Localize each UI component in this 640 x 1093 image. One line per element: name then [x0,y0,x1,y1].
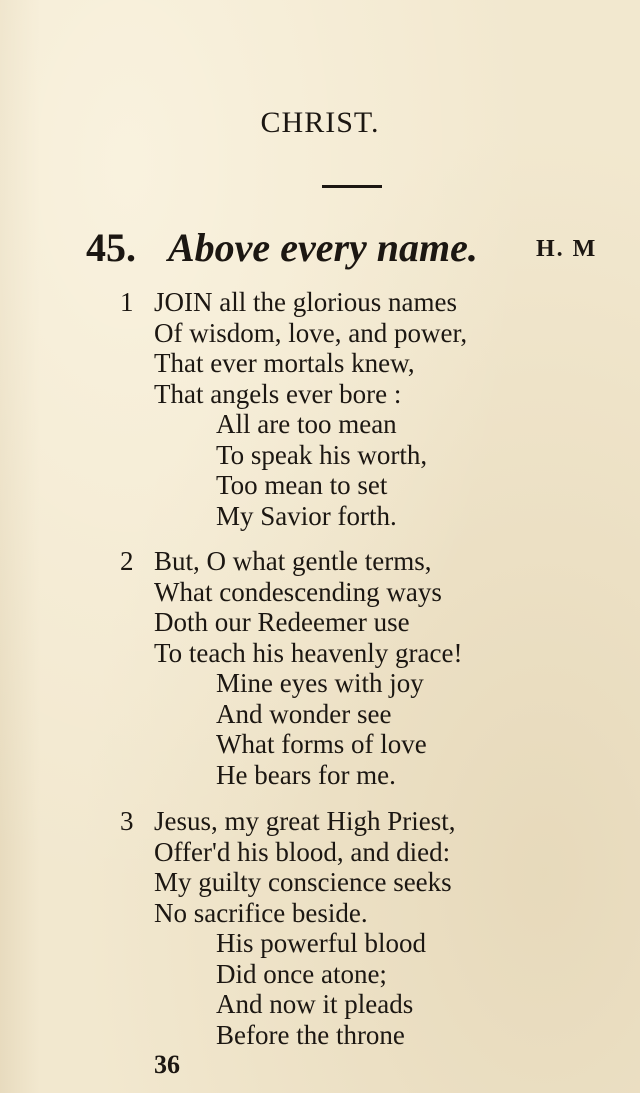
verse-line: My Savior forth. [216,500,397,531]
stanza-number: 1 [120,287,134,317]
verse-line: His powerful blood [216,928,426,958]
verse-line: No sacrifice beside. [154,897,368,928]
verse-line: Of wisdom, love, and power, [154,317,468,348]
verse-line: And wonder see [216,698,392,729]
verse-line: To speak his worth, [216,439,428,470]
verse-line: All are too mean [216,409,397,439]
verse-line: Offer'd his blood, and died: [154,836,451,867]
verse-line: He bears for me. [216,759,396,790]
verse-line: Doth our Redeemer use [154,607,410,637]
hymn-number: 45. [86,225,136,270]
verse-line: My guilty conscience seeks [154,867,452,897]
verse-line: What condescending ways [154,576,442,607]
verse-line: Mine eyes with joy [216,668,424,698]
verse-line: But, O what gentle terms, [154,546,432,576]
verse-line: Too mean to set [216,470,388,500]
hymn-title: Above every name. [168,225,478,270]
verse-line: What forms of love [216,729,427,759]
heading-divider [322,185,382,188]
verse-line: To teach his heavenly grace! [154,637,463,668]
verse-line: That ever mortals knew, [154,348,415,378]
verse-line: Did once atone; [216,958,387,989]
hymn-header [86,224,626,272]
verse-line: And now it pleads [216,989,414,1019]
verse-line: Jesus, my great High Priest, [154,806,456,836]
hymn-meter: H. M [536,236,598,262]
stanza-number: 2 [120,546,134,576]
page-number: 36 [154,1050,180,1079]
stanza-number: 3 [120,806,134,836]
verse-line: Before the throne [216,1019,405,1050]
verse-line: That angels ever bore : [154,378,402,409]
verse-line: JOIN all the glorious names [154,287,457,317]
section-heading: CHRIST. [260,106,380,139]
